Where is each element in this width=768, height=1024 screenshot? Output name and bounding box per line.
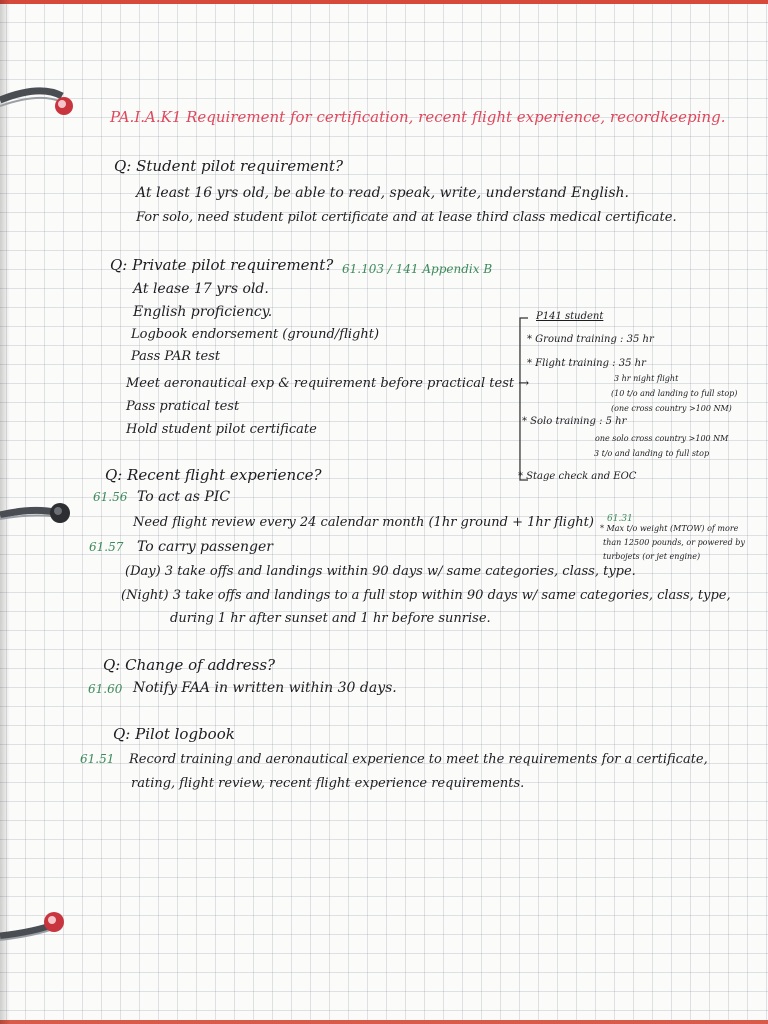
question-private-pilot: Q: Private pilot requirement? <box>110 256 334 274</box>
answer-line: Need flight review every 24 calendar month (1hr ground + 1hr flight) <box>133 515 594 530</box>
note-line: * Max t/o weight (MTOW) of more <box>600 524 739 533</box>
answer-line: during 1 hr after sunset and 1 hr before sunrise. <box>170 611 491 626</box>
answer-line: Pass pratical test <box>126 399 240 414</box>
answer-line: Notify FAA in written within 30 days. <box>133 680 397 696</box>
page-title: PA.I.A.K1 Requirement for certification, recent flight experience, recordkeeping. <box>110 108 726 126</box>
question-change-address: Q: Change of address? <box>103 656 276 674</box>
answer-line: rating, flight review, recent flight experience requirements. <box>131 776 525 791</box>
answer-line: Hold student pilot certificate <box>126 422 317 437</box>
p141-flight: * Flight training : 35 hr <box>527 358 646 369</box>
answer-line: At lease 17 yrs old. <box>133 281 269 297</box>
answer-line: Pass PAR test <box>131 349 221 364</box>
answer-line: Meet aeronautical exp & requirement before practical test → <box>126 376 530 391</box>
p141-stage: * Stage check and EOC <box>518 471 637 482</box>
p141-solo-detail: 3 t/o and landing to full stop <box>594 449 710 458</box>
p141-ground: * Ground training : 35 hr <box>527 334 654 345</box>
answer-line: (Day) 3 take offs and landings within 90 days w/ same categories, class, type. <box>125 564 636 579</box>
note-line: turbojets (or jet engine) <box>603 552 701 561</box>
answer-line: Record training and aeronautical experience to meet the requirements for a certificate, <box>129 752 708 767</box>
p141-flight-detail: (10 t/o and landing to full stop) <box>611 389 738 398</box>
question-recent-flight: Q: Recent flight experience? <box>105 466 322 484</box>
answer-line: To carry passenger <box>137 539 273 555</box>
question-student-pilot: Q: Student pilot requirement? <box>114 157 344 175</box>
regulation-ref: 61.56 <box>93 490 128 504</box>
binder-ring-middle-icon <box>0 493 80 537</box>
answer-line: For solo, need student pilot certificate and at lease third class medical certificate. <box>136 210 677 225</box>
question-pilot-logbook: Q: Pilot logbook <box>113 725 235 743</box>
regulation-ref: 61.57 <box>89 540 124 554</box>
bottom-page-edge <box>0 1020 768 1024</box>
top-page-edge <box>0 0 768 4</box>
regulation-ref: 61.103 / 141 Appendix B <box>342 262 493 276</box>
answer-line: (Night) 3 take offs and landings to a full stop within 90 days w/ same categories, class, type, <box>121 588 731 603</box>
p141-solo: * Solo training : 5 hr <box>522 416 627 427</box>
answer-line: To act as PIC <box>137 489 231 505</box>
binder-ring-top-icon <box>0 82 80 132</box>
regulation-ref: 61.31 <box>607 514 633 524</box>
p141-flight-detail: (one cross country >100 NM) <box>611 404 732 413</box>
p141-flight-detail: 3 hr night flight <box>614 374 679 383</box>
answer-line: At least 16 yrs old, be able to read, speak, write, understand English. <box>136 185 629 201</box>
binder-ring-bottom-icon <box>0 902 80 952</box>
note-line: than 12500 pounds, or powered by <box>603 538 745 547</box>
regulation-ref: 61.51 <box>80 752 115 766</box>
p141-solo-detail: one solo cross country >100 NM <box>595 434 729 443</box>
answer-line: English proficiency. <box>133 304 273 320</box>
answer-line: Logbook endorsement (ground/flight) <box>131 327 380 342</box>
p141-heading: P141 student <box>536 311 604 322</box>
regulation-ref: 61.60 <box>88 682 123 696</box>
